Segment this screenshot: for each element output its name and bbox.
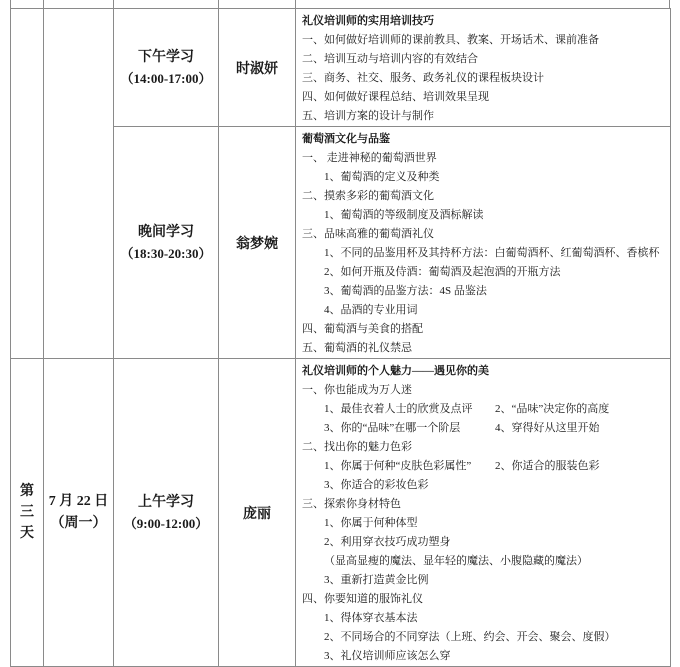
course-line [324,571,667,590]
course-line-text: 3、你适合的彩妆色彩 [324,479,429,491]
course-line [302,225,667,244]
course-line-text-col2: 2、“品味”决定你的高度 [495,403,610,415]
course-line-text: 四、葡萄酒与美食的搭配 [302,323,423,335]
session-label: 上午学习 [138,494,194,510]
course-line [324,552,667,571]
course-line-text: 1、不同的品鉴用杯及其持杯方法：白葡萄酒杯、红葡萄酒杯、香槟杯 [324,247,660,259]
course-line-text-col2: 4、穿得好从这里开始 [495,422,600,434]
session-cell [114,359,219,667]
course-line [324,400,667,419]
course-line [302,590,667,609]
course-line-text: 1、你属于何种“皮肤色彩属性” [324,460,472,472]
course-line [302,50,667,69]
course-line [324,168,667,187]
course-line-text: 1、葡萄酒的等级制度及酒标解读 [324,209,484,221]
course-line [324,647,667,666]
course-line-text: 2、利用穿衣技巧成功塑身 [324,536,451,548]
session-label: 晚间学习 [138,224,194,240]
table-row [11,359,671,667]
day-cell-empty [11,9,44,359]
course-line-text: 一、 走进神秘的葡萄酒世界 [302,152,437,164]
course-line [324,206,667,225]
course-line [302,187,667,206]
instructor-name: 时淑妍 [236,61,278,77]
course-line-text: 1、你属于何种体型 [324,517,418,529]
course-title: 礼仪培训师的实用培训技巧 [302,15,434,27]
course-title: 葡萄酒文化与品鉴 [302,133,390,145]
course-line-text: （显高显瘦的魔法、显年轻的魔法、小腹隐藏的魔法） [324,555,588,567]
course-line-text: 2、如何开瓶及侍酒：葡萄酒及起泡酒的开瓶方法 [324,266,561,278]
course-line-text: 1、得体穿衣基本法 [324,612,418,624]
instructor-cell [219,9,296,127]
course-line-text: 二、培训互动与培训内容的有效结合 [302,53,478,65]
course-content-cell [296,359,671,667]
course-line [324,476,667,495]
course-line [302,69,667,88]
course-line-text: 3、你的“品味”在哪一个阶层 [324,422,461,434]
session-cell [114,9,219,127]
course-line [302,88,667,107]
instructor-name: 庞丽 [243,506,271,522]
course-line [324,514,667,533]
course-line-text: 三、商务、社交、服务、政务礼仪的课程板块设计 [302,72,544,84]
course-line [324,282,667,301]
course-line [324,244,667,263]
course-line [302,495,667,514]
course-line [324,301,667,320]
course-line-text: 3、葡萄酒的品鉴方法：4S 品鉴法 [324,285,487,297]
course-line-text: 二、找出你的魅力色彩 [302,441,412,453]
course-line [324,609,667,628]
course-line-text-col2: 2、你适合的服装色彩 [495,460,600,472]
course-line [324,457,667,476]
course-lines [302,381,667,666]
course-line-text: 四、你要知道的服饰礼仪 [302,593,423,605]
course-line [324,628,667,647]
session-time: （9:00-12:00） [123,515,209,531]
day-cell [11,359,44,667]
course-line [302,149,667,168]
course-line-text: 三、品味高雅的葡萄酒礼仪 [302,228,434,240]
date-line1: 7 月 22 日 [48,493,109,509]
course-line-text: 五、葡萄酒的礼仪禁忌 [302,342,412,354]
course-line-text: 二、摸索多彩的葡萄酒文化 [302,190,434,202]
instructor-name: 翁梦婉 [236,236,278,252]
course-line-text: 四、如何做好课程总结、培训效果呈现 [302,91,489,103]
course-line [302,31,667,50]
course-line-text: 一、你也能成为万人迷 [302,384,412,396]
instructor-cell [219,359,296,667]
course-lines [302,149,667,358]
course-line [302,107,667,126]
session-cell [114,127,219,359]
session-time: （18:30-20:30） [120,245,212,261]
day-label: 第三天 [19,484,34,541]
course-line [302,381,667,400]
course-line-text: 五、培训方案的设计与制作 [302,110,434,122]
course-line-text: 3、礼仪培训师应该怎么穿 [324,650,451,662]
course-line [324,419,667,438]
instructor-cell [219,127,296,359]
course-line-text: 1、葡萄酒的定义及种类 [324,171,440,183]
course-line-text: 3、重新打造黄金比例 [324,574,429,586]
course-content-cell [296,9,671,127]
date-line2: （周一） [50,515,107,531]
course-title: 礼仪培训师的个人魅力——遇见你的美 [302,365,489,377]
course-line [302,438,667,457]
session-label: 下午学习 [138,49,194,65]
date-cell-empty [44,9,114,359]
course-line [302,339,667,358]
course-line-text: 三、探索你身材特色 [302,498,401,510]
date-cell [44,359,114,667]
table-row [11,9,671,127]
course-line [324,533,667,552]
course-line [324,263,667,282]
course-line-text: 1、最佳衣着人士的欣赏及点评 [324,403,473,415]
course-content-cell [296,127,671,359]
course-line-text: 一、如何做好培训师的课前教具、教案、开场话术、课前准备 [302,34,599,46]
course-line-text: 4、品酒的专业用词 [324,304,418,316]
training-schedule-table [10,8,671,667]
course-lines [302,31,667,126]
course-line-text: 2、不同场合的不同穿法（上班、约会、开会、聚会、度假） [324,631,616,643]
session-time: （14:00-17:00） [120,70,212,86]
course-line [302,320,667,339]
